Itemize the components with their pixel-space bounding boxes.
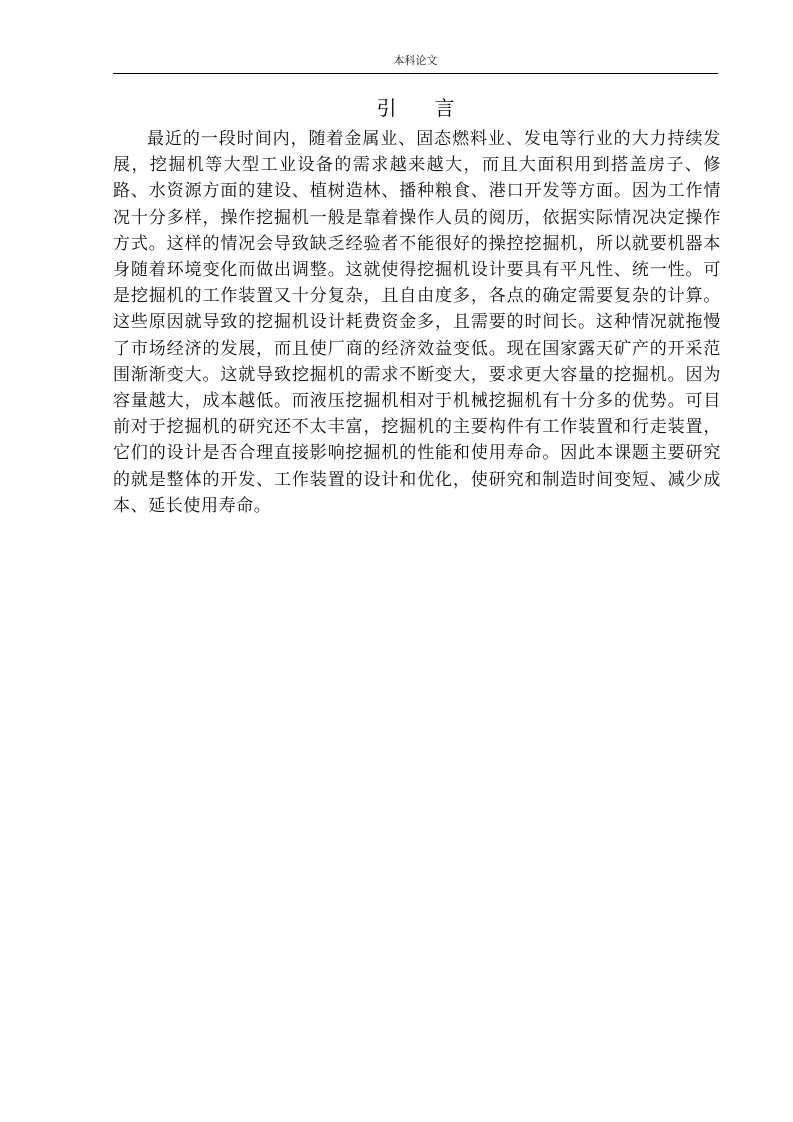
running-header: 本科论文 — [393, 54, 438, 67]
header-rule — [113, 73, 718, 74]
body-paragraph: 最近的一段时间内，随着金属业、固态燃料业、发电等行业的大力持续发展，挖掘机等大型工业设备的需求越来越大，而且大面积用到搭盖房子、修路、水资源方面的建设、植树造林、播种粮食、港口开发等方面。因为工作情况十分多样，操作挖掘机一般是靠着操作人员的阅历，依据实际情况决定操作方式。这样的情况会导致缺乏经验者不能很好的操控挖掘机，所以就要机器本身随着环境变化而做出调整。这就使得挖掘机设计要具有平凡性、统一性。可是挖掘机的工作装置又十分复杂，且自由度多，各点的确定需要复杂的计算。这些原因就导致的挖掘机设计耗费资金多，且需要的时间长。这种情况就拖慢了市场经济的发展，而且使厂商的经济效益变低。现在国家露天矿产的开采范围渐渐变大。这就导致挖掘机的需求不断变大，要求更大容量的挖掘机。因为容量越大，成本越低。而液压挖掘机相对于机械挖掘机有十分多的优势。可目前对于挖掘机的研究还不太丰富，挖掘机的主要构件有工作装置和行走装置，它们的设计是否合理直接影响挖掘机的性能和使用寿命。因此本课题主要研究的就是整体的开发、工作装置的设计和优化，使研究和制造时间变短、减少成本、延长使用寿命。 — [113, 129, 721, 516]
section-title: 引言 — [376, 96, 493, 120]
